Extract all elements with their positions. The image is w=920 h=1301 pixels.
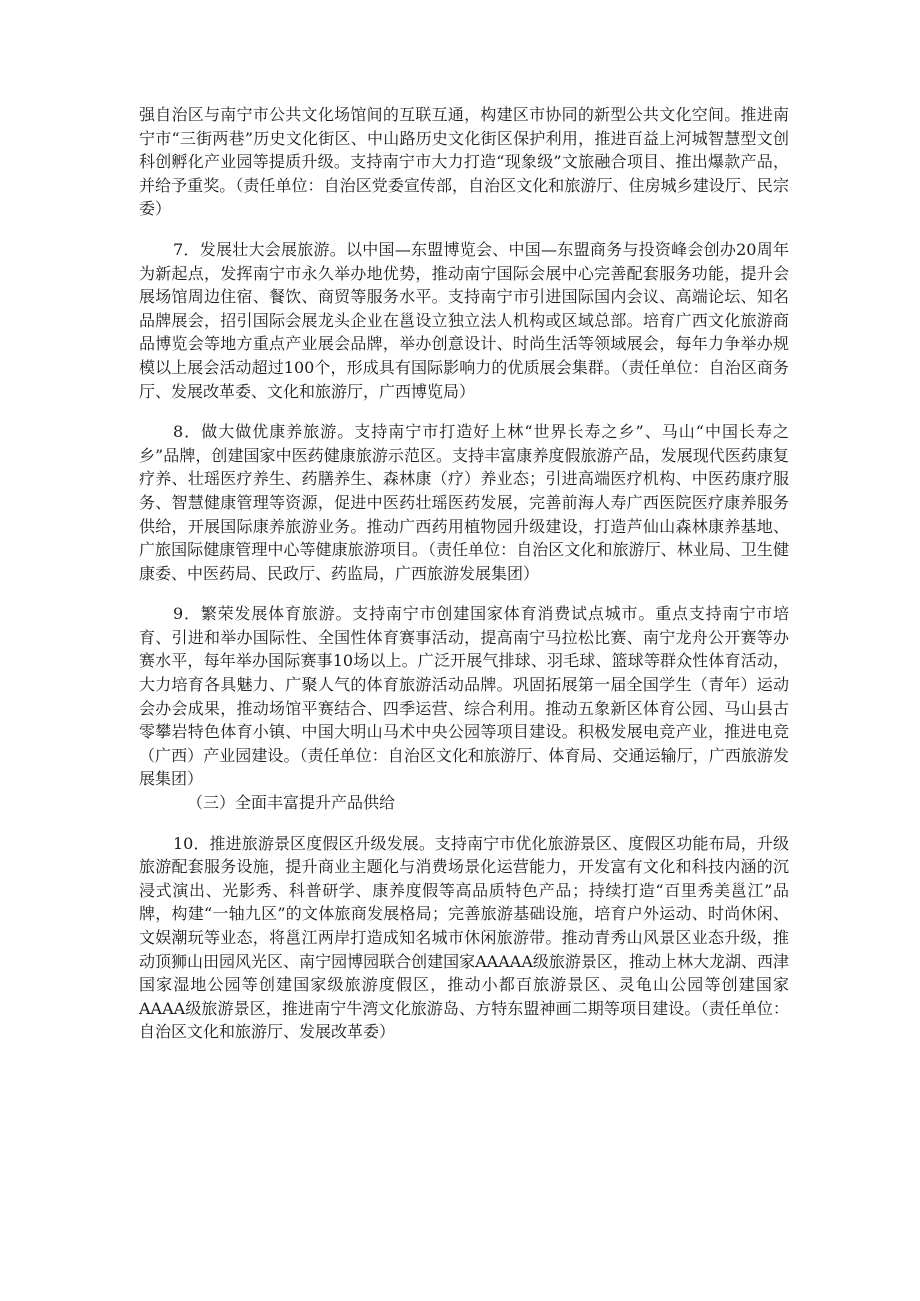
paragraph-item-10: 10．推进旅游景区度假区升级发展。支持南宁市优化旅游景区、度假区功能布局，升级旅游配套服务设施，提升商业主题化与消费场景化运营能力，开发富有文化和科技内涵的沉浸式演出、光影秀、科普研学、康养度假等高品质特色产品；持续打造“百里秀美邕江”品牌，构建“一轴九区”的文体旅商发展格局；完善旅游基础设施，培育户外运动、时尚休闲、文娱潮玩等业态，将邕江两岸打造成知名城市休闲旅游带。推动青秀山风景区业态升级，推动顶狮山田园风光区、南宁园博园联合创建国家AAAAA级旅游景区，推动上林大龙湖、西津国家湿地公园等创建国家级旅游度假区，推动小都百旅游景区、灵龟山公园等创建国家AAAA级旅游景区，推进南宁牛湾文化旅游岛、方特东盟神画二期等项目建设。（责任单位：自治区文化和旅游厅、发展改革委） bbox=[139, 833, 789, 1042]
paragraph-item-7: 7．发展壮大会展旅游。以中国—东盟博览会、中国—东盟商务与投资峰会创办20周年为新起点，发挥南宁市永久举办地优势，推动南宁国际会展中心完善配套服务功能，提升会展场馆周边住宿、餐饮、商贸等服务水平。支持南宁市引进国际国内会议、高端论坛、知名品牌展会，招引国际会展龙头企业在邕设立独立法人机构或区域总部。培育广西文化旅游商品博览会等地方重点产业展会品牌，举办创意设计、时尚生活等领域展会，每年力争举办规模以上展会活动超过100个，形成具有国际影响力的优质展会集群。（责任单位：自治区商务厅、发展改革委、文化和旅游厅，广西博览局） bbox=[139, 239, 789, 401]
paragraph-continued: 强自治区与南宁市公共文化场馆间的互联互通，构建区市协同的新型公共文化空间。推进南宁市“三街两巷”历史文化街区、中山路历史文化街区保护利用，推进百益上河城智慧型文创科创孵化产业园等提质升级。支持南宁市大力打造“现象级”文旅融合项目、推出爆款产品，并给予重奖。（责任单位：自治区党委宣传部，自治区文化和旅游厅、住房城乡建设厅、民宗委） bbox=[139, 105, 789, 219]
document-page bbox=[139, 103, 789, 1044]
section-heading: （三）全面丰富提升产品供给 bbox=[187, 793, 396, 813]
paragraph-item-8: 8．做大做优康养旅游。支持南宁市打造好上林“世界长寿之乡”、马山“中国长寿之乡”品牌，创建国家中医药健康旅游示范区。支持丰富康养度假旅游产品，发展现代医药康复疗养、壮瑶医疗养生、药膳养生、森林康（疗）养业态；引进高端医疗机构、中医药康疗服务、智慧健康管理等资源，促进中医药壮瑶医药发展，完善前海人寿广西医院医疗康养服务供给，开展国际康养旅游业务。推动广西药用植物园升级建设，打造芦仙山森林康养基地、广旅国际健康管理中心等健康旅游项目。（责任单位：自治区文化和旅游厅、林业局、卫生健康委、中医药局、民政厅、药监局，广西旅游发展集团） bbox=[139, 422, 789, 583]
paragraph-item-9: 9．繁荣发展体育旅游。支持南宁市创建国家体育消费试点城市。重点支持南宁市培育、引进和举办国际性、全国性体育赛事活动，提高南宁马拉松比赛、南宁龙舟公开赛等办赛水平，每年举办国际赛事10场以上。广泛开展气排球、羽毛球、篮球等群众性体育活动，大力培育各具魅力、广聚人气的体育旅游活动品牌。巩固拓展第一届全国学生（青年）运动会办会成果，推动场馆平赛结合、四季运营、综合利用。推动五象新区体育公园、马山县古零攀岩特色体育小镇、中国大明山马术中央公园等项目建设。积极发展电竞产业，推进电竞（广西）产业园建设。（责任单位：自治区文化和旅游厅、体育局、交通运输厅，广西旅游发展集团） bbox=[139, 604, 789, 789]
